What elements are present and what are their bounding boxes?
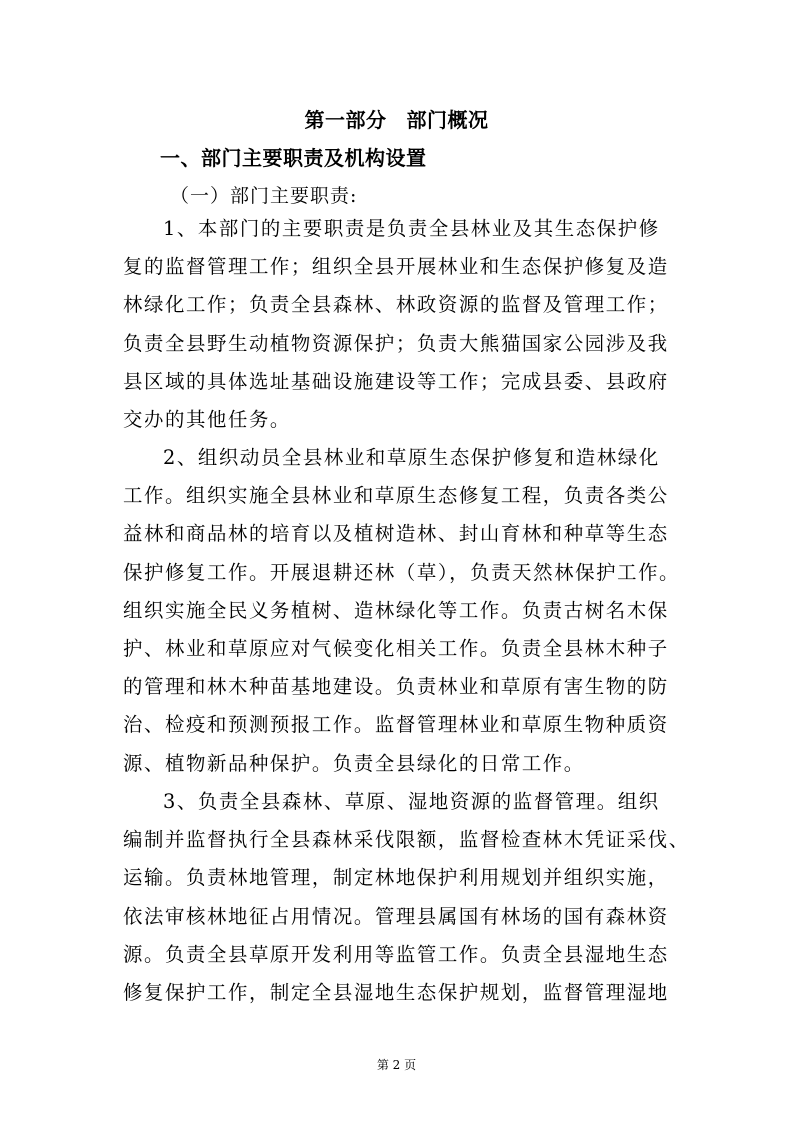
paragraph-line: 保护修复工作。开展退耕还林（草），负责天然林保护工作。 — [123, 560, 681, 584]
paragraph-line: 运输。负责林地管理，制定林地保护利用规划并组织实施， — [123, 866, 669, 890]
paragraph-line: 林绿化工作；负责全县森林、林政资源的监督及管理工作； — [123, 293, 669, 317]
paragraph-line: 护、林业和草原应对气候变化相关工作。负责全县林木种子 — [123, 636, 669, 660]
paragraph-line: 治、检疫和预测预报工作。监督管理林业和草原生物种质资 — [123, 713, 669, 737]
paragraph-1 — [123, 210, 683, 439]
paragraph-line: 3、负责全县森林、草原、湿地资源的监督管理。组织 — [163, 790, 660, 813]
paragraph-line: 工作。组织实施全县林业和草原生态修复工程，负责各类公 — [123, 484, 669, 508]
paragraph-line: 依法审核林地征占用情况。管理县属国有林场的国有森林资 — [123, 904, 669, 928]
paragraph-line: 修复保护工作，制定全县湿地生态保护规划，监督管理湿地 — [123, 980, 669, 1004]
paragraph-line: 交办的其他任务。 — [123, 407, 291, 431]
title-part: 第一部分 — [304, 108, 387, 132]
paragraph-line: 组织实施全民义务植树、造林绿化等工作。负责古树名木保 — [123, 598, 669, 622]
paragraph-2 — [123, 439, 683, 783]
section-heading: 一、部门主要职责及机构设置 — [160, 146, 427, 170]
paragraph-line: 益林和商品林的培育以及植树造林、封山育林和种草等生态 — [123, 522, 669, 546]
paragraph-line: 2、组织动员全县林业和草原生态保护修复和造林绿化 — [163, 446, 660, 469]
paragraph-line: 的管理和林木种苗基地建设。负责林业和草原有害生物的防 — [123, 675, 669, 699]
paragraph-3 — [123, 783, 690, 1012]
page-number: 第 2 页 — [376, 1058, 417, 1072]
title-section: 部门概况 — [406, 108, 489, 132]
paragraph-line: 县区域的具体选址基础设施建设等工作；完成县委、县政府 — [123, 369, 669, 393]
paragraph-line: 1、本部门的主要职责是负责全县林业及其生态保护修 — [163, 217, 660, 240]
page-title — [0, 104, 793, 133]
paragraph-line: 源、植物新品种保护。负责全县绿化的日常工作。 — [123, 751, 585, 775]
subsection-heading: （一）部门主要职责: — [170, 185, 358, 207]
paragraph-line: 负责全县野生动植物资源保护；负责大熊猫国家公园涉及我 — [123, 331, 669, 355]
paragraph-line: 编制并监督执行全县森林采伐限额，监督检查林木凭证采伐、 — [123, 828, 690, 852]
paragraph-line: 复的监督管理工作；组织全县开展林业和生态保护修复及造 — [123, 255, 669, 279]
paragraph-line: 源。负责全县草原开发利用等监管工作。负责全县湿地生态 — [123, 942, 669, 966]
